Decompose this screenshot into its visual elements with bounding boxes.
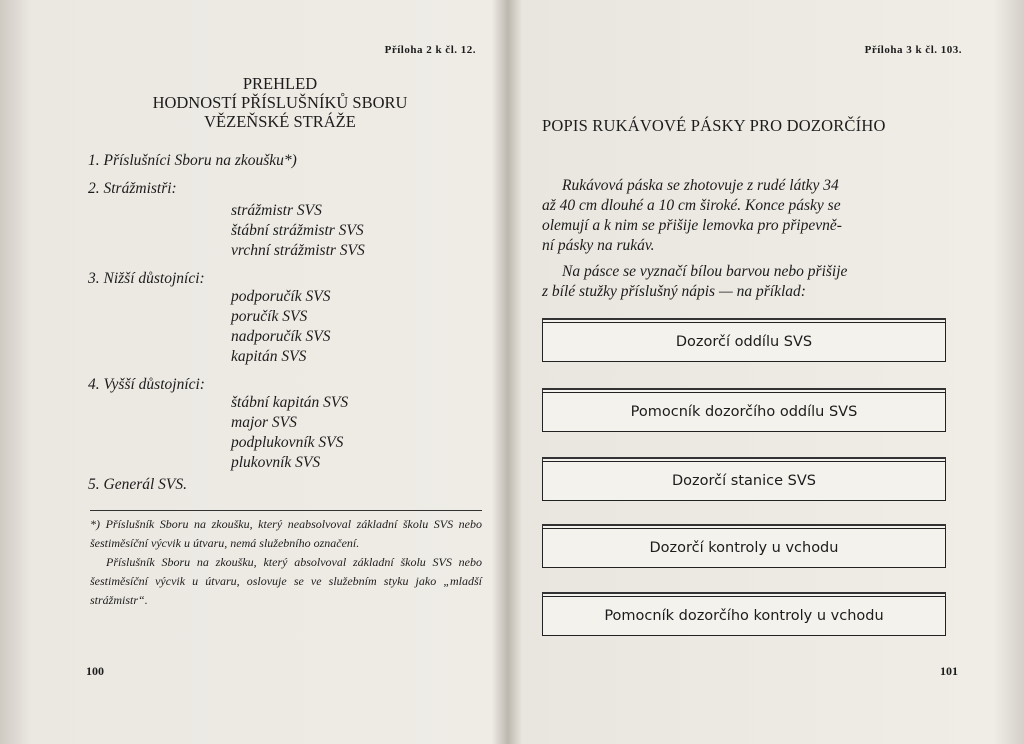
rank-item: major SVS [231,414,297,431]
text-line: z bílé stužky příslušný nápis — na příklad: [542,283,806,300]
text-line: až 40 cm dlouhé a 10 cm široké. Konce pásky se [542,197,841,214]
text-line: Rukávová páska se zhotovuje z rudé látky 34 [562,177,839,194]
title-line: PREHLED [242,74,318,93]
rank-item: podplukovník SVS [231,434,344,451]
armband-example: Dozorčí stanice SVS [542,461,946,501]
right-page-number: 101 [940,664,958,678]
footnote-paragraph: Příslušník Sboru na zkoušku, který absolvoval základní školu SVS nebo šestiměsíční výcvik u útvaru, oslovuje se ve služebním styku jako „mladší strážmistr“. [90,555,482,607]
left-running-head: Příloha 2 k čl. 12. [384,44,476,56]
rank-item: poručík SVS [231,308,308,325]
right-page [520,0,990,744]
left-page-number: 100 [86,664,104,678]
rank-item: vrchní strážmistr SVS [231,242,365,259]
footnote-paragraph: *) Příslušník Sboru na zkoušku, který neabsolvoval základní školu SVS nebo šestiměsíční výcvik u útvaru, nemá služebního označení. [90,517,482,550]
rank-item: plukovník SVS [231,454,321,471]
armband-example: Pomocník dozorčího oddílu SVS [542,392,946,432]
armband-description [542,176,952,256]
rank-item: štábní strážmistr SVS [231,222,364,239]
title-line: VĚZEŇSKÉ STRÁŽE [204,112,356,131]
category-label: 5. Generál SVS. [88,476,188,493]
text-line: ní pásky na rukáv. [542,237,655,254]
left-page-title [110,74,450,131]
rank-item: štábní kapitán SVS [231,394,349,411]
category-label: 2. Strážmistři: [88,180,177,197]
category-label: 3. Nižší důstojníci: [88,270,205,287]
rank-item: podporučík SVS [231,288,331,305]
category-label: 4. Vyšší důstojníci: [88,376,205,393]
left-page [30,0,500,744]
armband-example: Pomocník dozorčího kontroly u vchodu [542,596,946,636]
armband-example: Dozorčí oddílu SVS [542,322,946,362]
title-line: HODNOSTÍ PŘÍSLUŠNÍKŮ SBORU [152,93,408,112]
armband-lettering-note [542,262,952,302]
rank-item: nadporučík SVS [231,328,331,345]
right-running-head: Příloha 3 k čl. 103. [864,44,962,56]
rank-item: strážmistr SVS [231,202,322,219]
text-line: olemují a k nim se přišije lemovka pro připevně- [542,217,842,234]
right-page-title: POPIS RUKÁVOVÉ PÁSKY PRO DOZORČÍHO [542,116,886,135]
armband-example: Dozorčí kontroly u vchodu [542,528,946,568]
footnote [90,510,482,610]
category-label: 1. Příslušníci Sboru na zkoušku*) [88,152,297,169]
text-line: Na pásce se vyznačí bílou barvou nebo přišije [562,263,848,280]
rank-item: kapitán SVS [231,348,307,365]
